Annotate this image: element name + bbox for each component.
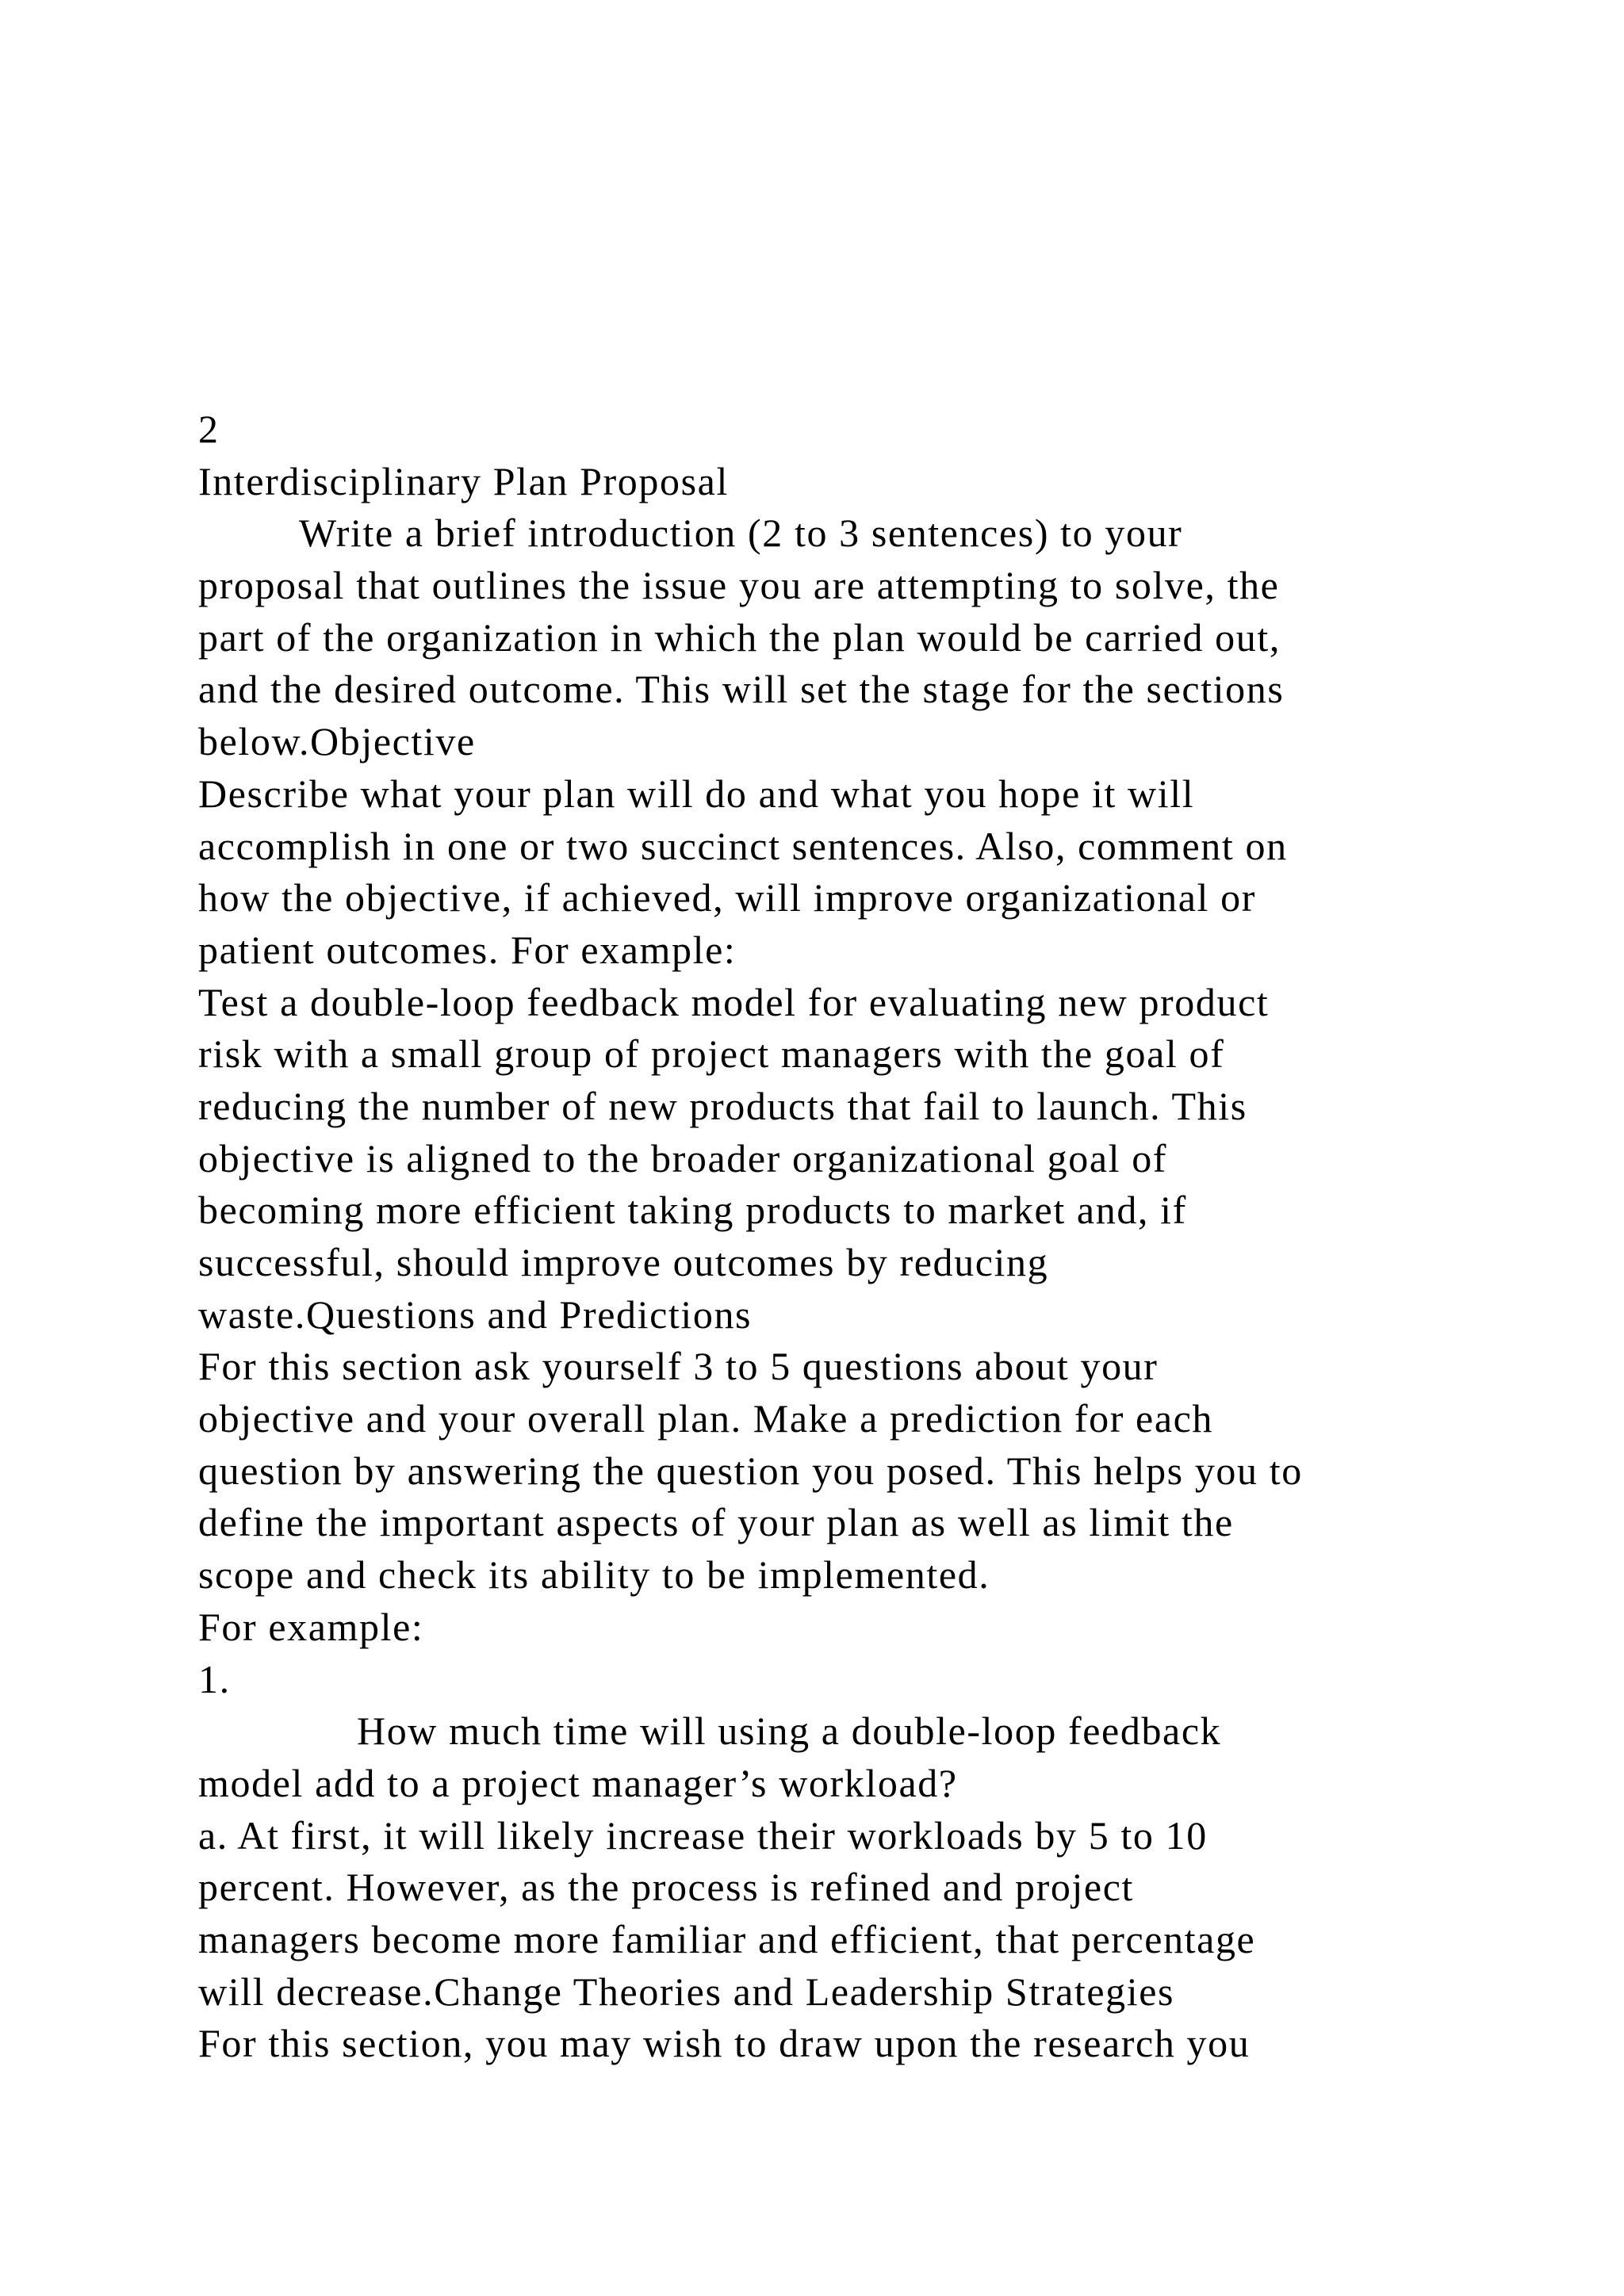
text-line: define the important aspects of your plan as well as limit the: [198, 1500, 1234, 1545]
text-line: how the objective, if achieved, will improve organizational or: [198, 875, 1256, 920]
text-line: objective is aligned to the broader organizational goal of: [198, 1135, 1168, 1181]
text-line: objective and your overall plan. Make a prediction for each: [198, 1396, 1214, 1441]
text-line: a. At first, it will likely increase their workloads by 5 to 10: [198, 1812, 1208, 1858]
text-line: reducing the number of new products that fail to launch. This: [198, 1083, 1247, 1128]
text-line: percent. However, as the process is refined and project: [198, 1865, 1134, 1910]
text-line: Test a double-loop feedback model for evaluating new product: [198, 979, 1270, 1024]
text-line: part of the organization in which the plan would be carried out,: [198, 614, 1281, 660]
text-line: proposal that outlines the issue you are attempting to solve, the: [198, 563, 1280, 608]
text-line: How much time will using a double-loop feedback: [357, 1709, 1222, 1754]
text-line: scope and check its ability to be implemented.: [198, 1552, 990, 1598]
text-line: accomplish in one or two succinct sentences. Also, comment on: [198, 823, 1288, 868]
text-line: patient outcomes. For example:: [198, 927, 737, 972]
text-line: For this section ask yourself 3 to 5 questions about your: [198, 1344, 1159, 1389]
text-line: For example:: [198, 1604, 424, 1649]
text-line: successful, should improve outcomes by reducing: [198, 1240, 1049, 1284]
list-number: 1.: [198, 1656, 231, 1701]
text-line: and the desired outcome. This will set the stage for the sections: [198, 667, 1285, 712]
text-line: model add to a project manager’s workload?: [198, 1760, 958, 1805]
text-line: below.Objective: [198, 719, 476, 764]
page-number: 2: [198, 407, 220, 451]
text-line: For this section, you may wish to draw upon the research you: [198, 2021, 1251, 2066]
text-line: Describe what your plan will do and what you hope it will: [198, 771, 1195, 816]
text-line: managers become more familiar and efficient, that percentage: [198, 1916, 1256, 1961]
text-line: waste.Questions and Predictions: [198, 1292, 753, 1337]
document-body: [198, 404, 1546, 2070]
text-line: Write a brief introduction (2 to 3 sentences) to your: [299, 511, 1183, 556]
document-title: Interdisciplinary Plan Proposal: [198, 458, 729, 503]
text-line: question by answering the question you posed. This helps you to: [198, 1448, 1303, 1493]
text-line: will decrease.Change Theories and Leadership Strategies: [198, 1969, 1175, 2014]
text-line: becoming more efficient taking products to market and, if: [198, 1188, 1187, 1233]
text-line: risk with a small group of project managers with the goal of: [198, 1031, 1225, 1077]
